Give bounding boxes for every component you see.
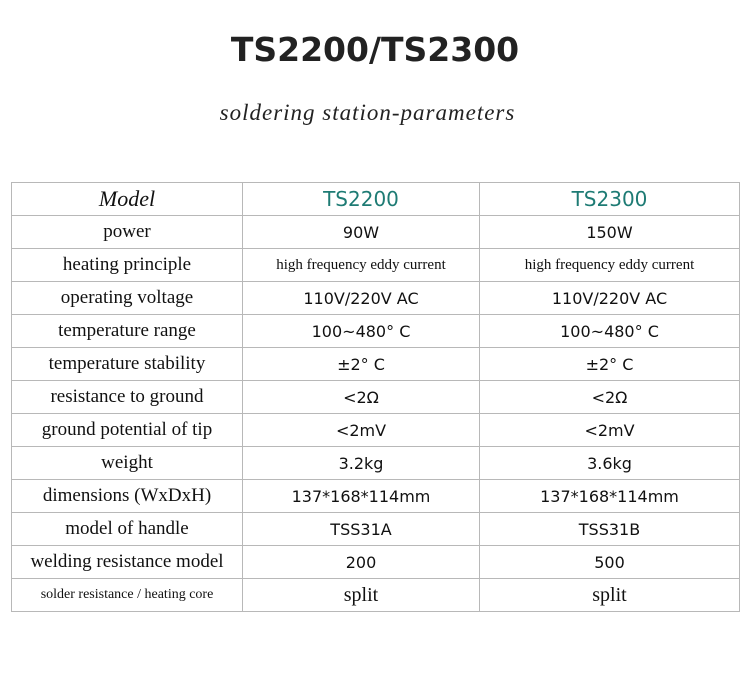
row-value-ts2300: 500 — [480, 546, 740, 579]
table-row — [12, 348, 740, 381]
row-value-ts2300: <2Ω — [480, 381, 740, 414]
row-value-ts2200: <2mV — [243, 414, 480, 447]
row-value-ts2200: 90W — [243, 216, 480, 249]
row-value-ts2200: 137*168*114mm — [243, 480, 480, 513]
table-row — [12, 249, 740, 282]
row-value-ts2200: 3.2kg — [243, 447, 480, 480]
row-value-ts2200: split — [243, 579, 480, 612]
header-model-label: Model — [12, 183, 243, 216]
row-value-ts2200: 200 — [243, 546, 480, 579]
row-value-ts2200: ±2° C — [243, 348, 480, 381]
row-value-ts2300: 137*168*114mm — [480, 480, 740, 513]
table-row — [12, 513, 740, 546]
parameters-table — [11, 182, 740, 612]
row-value-ts2300: 150W — [480, 216, 740, 249]
table-row — [12, 282, 740, 315]
row-label: temperature range — [12, 315, 243, 348]
row-value-ts2200: high frequency eddy current — [243, 249, 480, 282]
row-value-ts2200: TSS31A — [243, 513, 480, 546]
row-label: weight — [12, 447, 243, 480]
row-value-ts2300: 3.6kg — [480, 447, 740, 480]
table-row — [12, 216, 740, 249]
row-label: power — [12, 216, 243, 249]
row-value-ts2300: split — [480, 579, 740, 612]
row-label: model of handle — [12, 513, 243, 546]
row-value-ts2200: 100~480° C — [243, 315, 480, 348]
row-label: resistance to ground — [12, 381, 243, 414]
table-row — [12, 546, 740, 579]
table-row — [12, 579, 740, 612]
row-value-ts2200: 110V/220V AC — [243, 282, 480, 315]
row-value-ts2300: TSS31B — [480, 513, 740, 546]
header-ts2300: TS2300 — [480, 183, 740, 216]
row-value-ts2300: ±2° C — [480, 348, 740, 381]
row-label: welding resistance model — [12, 546, 243, 579]
header-ts2200: TS2200 — [243, 183, 480, 216]
row-value-ts2300: high frequency eddy current — [480, 249, 740, 282]
row-value-ts2300: 110V/220V AC — [480, 282, 740, 315]
table-header-row — [12, 183, 740, 216]
table-row — [12, 480, 740, 513]
table-row — [12, 381, 740, 414]
table-row — [12, 315, 740, 348]
row-label: dimensions (WxDxH) — [12, 480, 243, 513]
row-value-ts2300: 100~480° C — [480, 315, 740, 348]
row-label: ground potential of tip — [12, 414, 243, 447]
page-subtitle: soldering station-parameters — [219, 100, 516, 125]
page-title: TS2200/TS2300 — [230, 30, 520, 69]
row-value-ts2300: <2mV — [480, 414, 740, 447]
row-label: heating principle — [12, 249, 243, 282]
row-label: solder resistance / heating core — [12, 579, 243, 612]
table-row — [12, 447, 740, 480]
row-value-ts2200: <2Ω — [243, 381, 480, 414]
row-label: operating voltage — [12, 282, 243, 315]
table-row — [12, 414, 740, 447]
row-label: temperature stability — [12, 348, 243, 381]
